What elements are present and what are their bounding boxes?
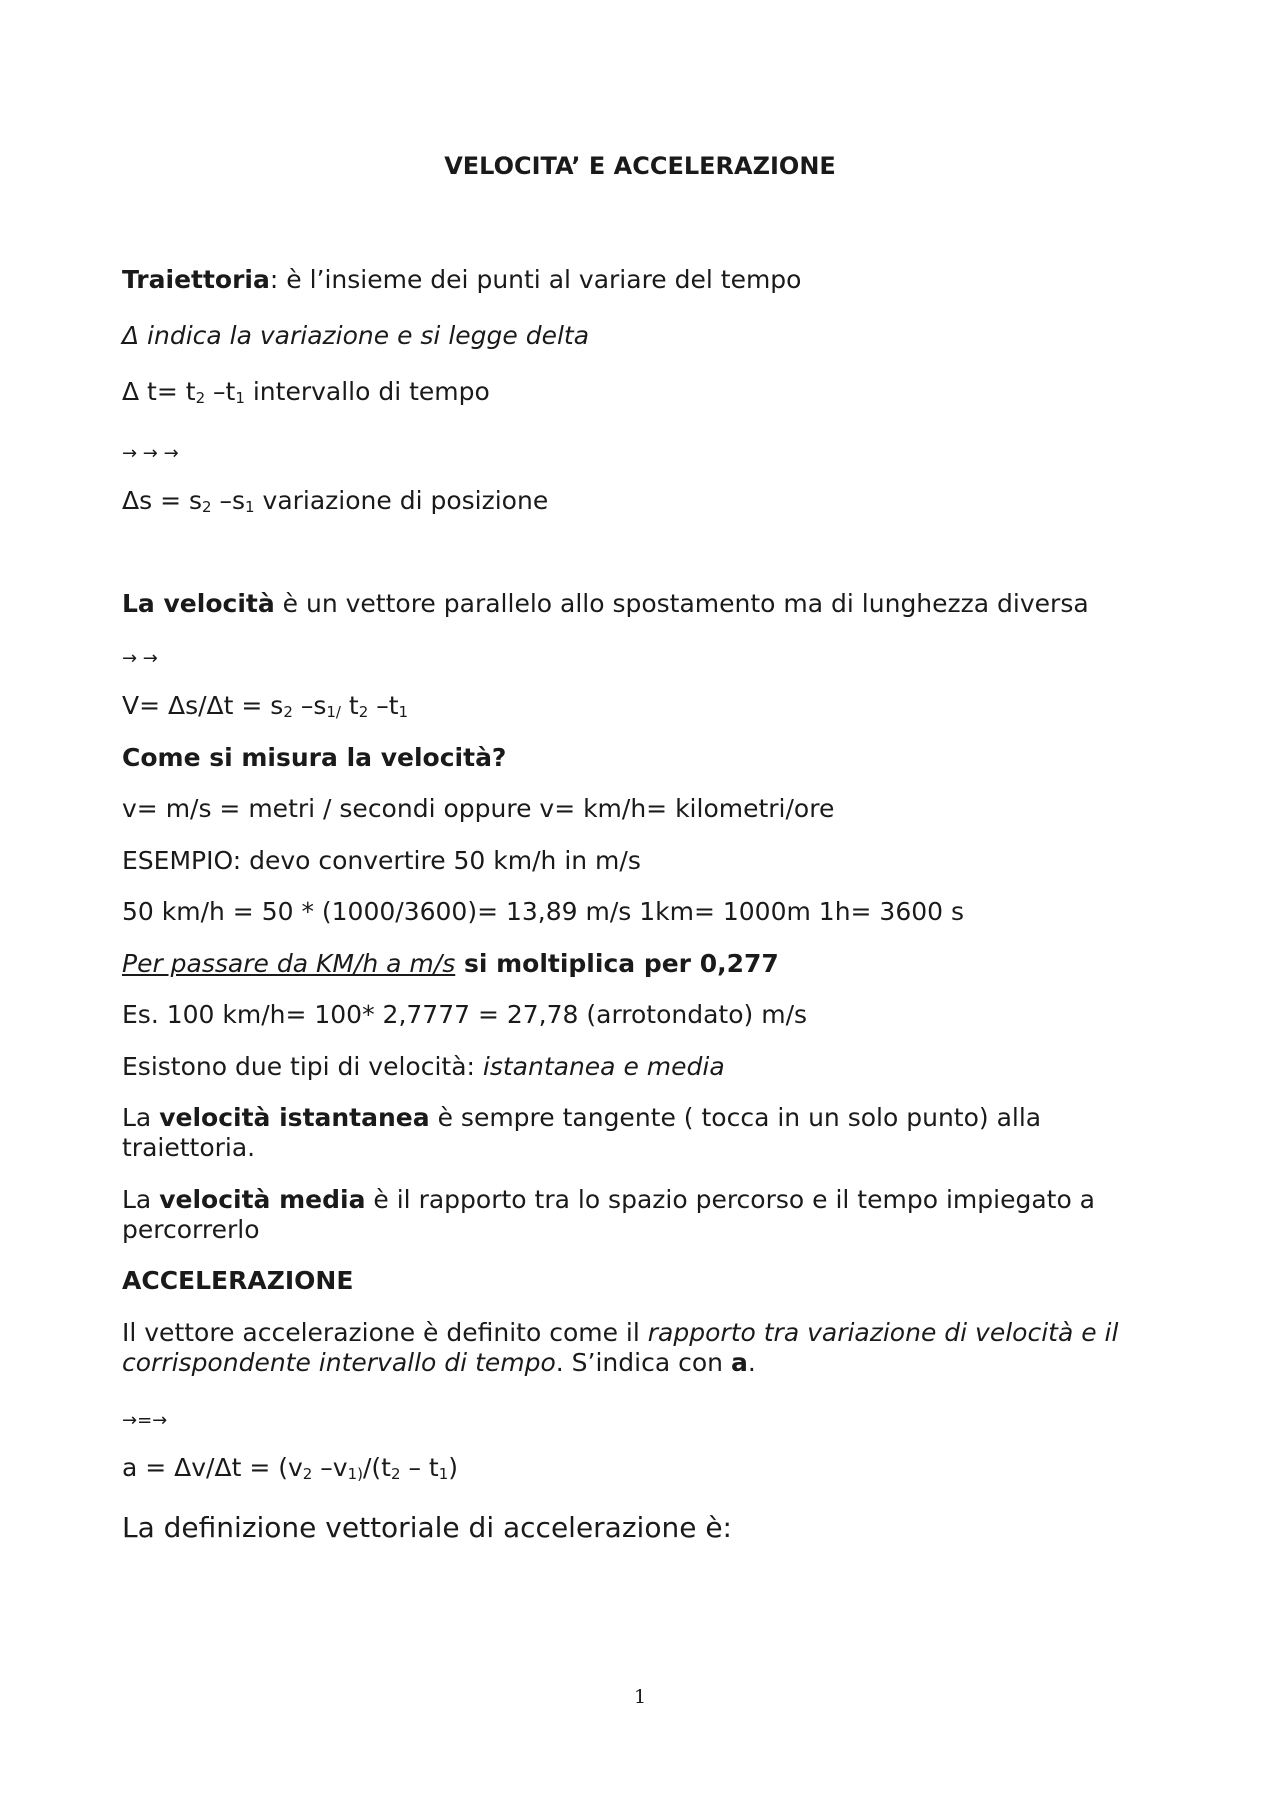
rule-bold: si moltiplica per 0,277 (455, 949, 779, 978)
page-title: VELOCITA’ E ACCELERAZIONE (444, 152, 836, 180)
tipi-line (122, 1052, 725, 1082)
velocita-line (122, 589, 1089, 619)
delta-s-suffix: variazione di posizione (254, 486, 549, 515)
accel-def-pre: Il vettore accelerazione è definito come il (122, 1318, 648, 1347)
a-formula-mid: – t (400, 1453, 439, 1482)
delta-s-sub-1: 1 (245, 498, 255, 516)
delta-s-prefix: Δs = s (122, 486, 202, 515)
vector-arrows-1: → → → (122, 443, 179, 464)
media-post: è il rapporto tra lo spazio percorso e il tempo impiegato a percorrerlo (122, 1185, 1096, 1244)
v-formula-sub: 1/ (326, 703, 341, 721)
istantanea-pre: La (122, 1103, 160, 1132)
v-formula-sub: 2 (358, 703, 369, 721)
a-formula-post: ) (448, 1453, 459, 1482)
delta-s-sub-2: 2 (202, 498, 212, 516)
velocita-term: La velocità (122, 589, 275, 618)
v-formula-mid: t (340, 691, 359, 720)
istantanea-post: è sempre tangente ( tocca in un solo punto) alla traiettoria. (122, 1103, 1042, 1162)
istantanea-paragraph (122, 1103, 1172, 1163)
a-formula-sub: 1 (438, 1465, 449, 1483)
traiettoria-term: Traiettoria (122, 265, 270, 294)
accel-def-mid: . S’indica con (555, 1348, 731, 1377)
media-paragraph (122, 1185, 1172, 1245)
delta-t-line (122, 377, 490, 413)
delta-note: Δ indica la variazione e si legge delta (122, 321, 590, 350)
a-formula-mid: /(t (362, 1453, 391, 1482)
media-pre: La (122, 1185, 160, 1214)
media-bold: velocità media (159, 1185, 366, 1214)
units-line: v= m/s = metri / secondi oppure v= km/h= kilometri/ore (122, 794, 835, 823)
traiettoria-definition: : è l’insieme dei punti al variare del tempo (269, 265, 802, 294)
tipi-italic: istantanea e media (482, 1052, 725, 1081)
traiettoria-line (122, 265, 801, 295)
delta-t-sub-1: 1 (235, 389, 245, 407)
v-formula-sub: 2 (283, 703, 293, 721)
accelerazione-heading (122, 1266, 353, 1296)
istantanea-bold: velocità istantanea (159, 1103, 430, 1132)
a-formula-prefix: a = Δv/Δt = (v (122, 1453, 303, 1482)
delta-note-line (122, 321, 589, 351)
delta-t-prefix: Δ t= t (122, 377, 196, 406)
example-line: Es. 100 km/h= 100* 2,7777 = 27,78 (arrotondato) m/s (122, 1000, 808, 1029)
accel-def-post: . (747, 1348, 756, 1377)
conversion-line: 50 km/h = 50 * (1000/3600)= 13,89 m/s 1km= 1000m 1h= 3600 s (122, 897, 965, 926)
accel-def-italic: rapporto tra variazione di velocità e il corrispondente intervallo di tempo (122, 1318, 1119, 1377)
accel-definition-paragraph (122, 1318, 1172, 1378)
delta-t-sub-2: 2 (195, 389, 206, 407)
v-formula-prefix: V= Δs/Δt = s (122, 691, 284, 720)
v-formula-mid: –s (292, 691, 327, 720)
a-formula-mid: –v (312, 1453, 348, 1482)
rule-underlined: Per passare da KM/h a m/s (122, 949, 456, 978)
misura-heading-text: Come si misura la velocità? (122, 743, 507, 772)
tipi-text: Esistono due tipi di velocità: (122, 1052, 483, 1081)
vector-arrows-2: → → (122, 648, 158, 669)
velocity-formula (122, 691, 408, 727)
vector-arrows-3: →=→ (122, 1410, 168, 1431)
accel-def-symbol: a (730, 1348, 748, 1377)
page-number: 1 (633, 1686, 647, 1708)
acceleration-formula (122, 1453, 458, 1489)
misura-heading (122, 743, 506, 773)
a-formula-sub: 1) (347, 1465, 363, 1483)
delta-s-mid: –s (211, 486, 246, 515)
a-formula-sub: 2 (390, 1465, 401, 1483)
delta-s-line (122, 486, 548, 522)
esempio-line: ESEMPIO: devo convertire 50 km/h in m/s (122, 846, 641, 875)
delta-t-suffix: intervallo di tempo (244, 377, 490, 406)
v-formula-sub: 1 (398, 703, 409, 721)
accelerazione-heading-text: ACCELERAZIONE (122, 1266, 354, 1295)
v-formula-mid: –t (368, 691, 399, 720)
delta-t-mid: –t (205, 377, 236, 406)
a-formula-sub: 2 (302, 1465, 313, 1483)
velocita-definition: è un vettore parallelo allo spostamento ma di lunghezza diversa (274, 589, 1089, 618)
rule-line (122, 949, 779, 979)
vettoriale-heading: La definizione vettoriale di accelerazione è: (122, 1511, 732, 1544)
